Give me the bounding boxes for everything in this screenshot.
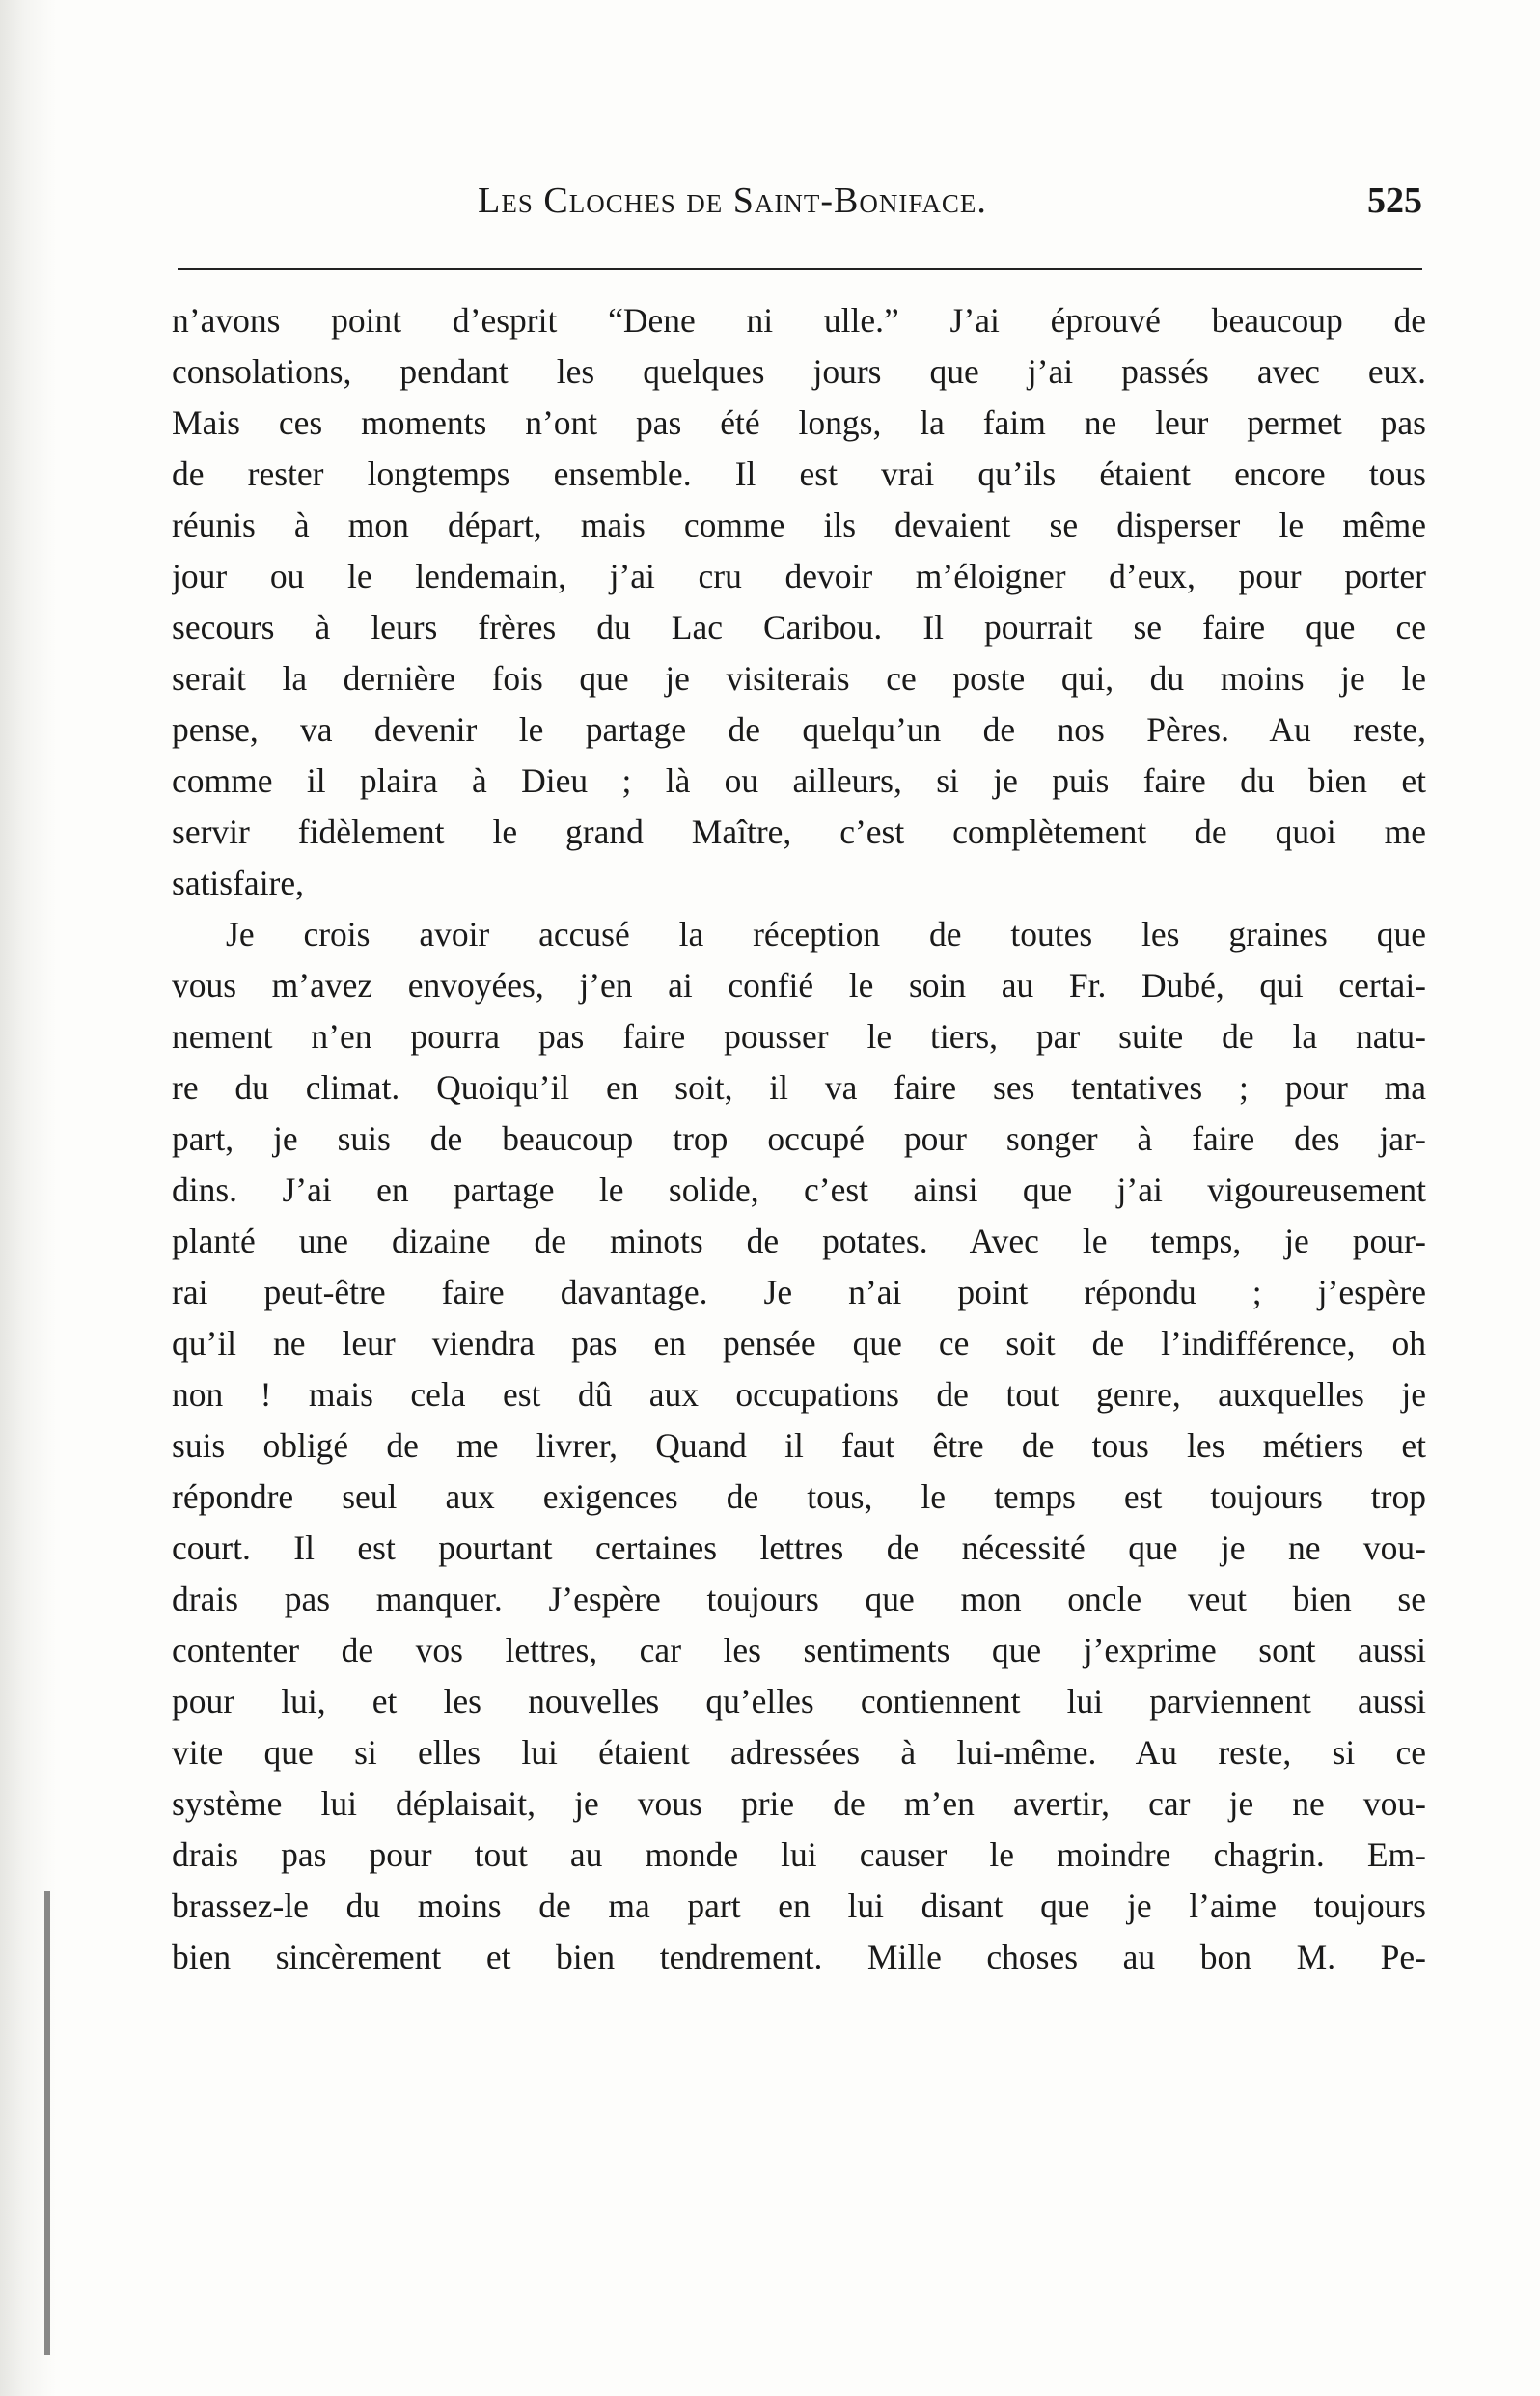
running-head: Les Cloches de Saint-Boniface. bbox=[478, 180, 987, 221]
text-line: vous m’avez envoyées, j’en ai confié le soin au Fr. Dubé, qui certai- bbox=[172, 966, 1426, 1005]
text-line: dins. J’ai en partage le solide, c’est ainsi que j’ai vigoureusement bbox=[172, 1170, 1426, 1209]
text-line: part, je suis de beaucoup trop occupé pour songer à faire des jar- bbox=[172, 1119, 1426, 1158]
text-line: suis obligé de me livrer, Quand il faut être de tous les métiers et bbox=[172, 1426, 1426, 1465]
text-line: contenter de vos lettres, car les sentiments que j’exprime sont aussi bbox=[172, 1631, 1426, 1669]
text-line: réunis à mon départ, mais comme ils devaient se disperser le même bbox=[172, 506, 1426, 544]
text-line: pour lui, et les nouvelles qu’elles contiennent lui parviennent aussi bbox=[172, 1682, 1426, 1721]
text-line: de rester longtemps ensemble. Il est vrai qu’ils étaient encore tous bbox=[172, 454, 1426, 493]
text-line: re du climat. Quoiqu’il en soit, il va faire ses tentatives ; pour ma bbox=[172, 1068, 1426, 1107]
text-line: drais pas manquer. J’espère toujours que mon oncle veut bien se bbox=[172, 1580, 1426, 1618]
text-line: satisfaire, bbox=[172, 864, 305, 902]
page-number: 525 bbox=[1367, 180, 1422, 221]
text-line: consolations, pendant les quelques jours que j’ai passés avec eux. bbox=[172, 352, 1426, 391]
text-line: rai peut-être faire davantage. Je n’ai point répondu ; j’espère bbox=[172, 1273, 1426, 1311]
text-line: planté une dizaine de minots de potates. Avec le temps, je pour- bbox=[172, 1222, 1426, 1260]
text-line: nement n’en pourra pas faire pousser le tiers, par suite de la natu- bbox=[172, 1017, 1426, 1056]
text-line: non ! mais cela est dû aux occupations de tout genre, auxquelles je bbox=[172, 1375, 1426, 1414]
text-line: drais pas pour tout au monde lui causer le moindre chagrin. Em- bbox=[172, 1835, 1426, 1874]
text-line: bien sincèrement et bien tendrement. Mille choses au bon M. Pe- bbox=[172, 1938, 1426, 1976]
text-line: n’avons point d’esprit “Dene ni ulle.” J’ai éprouvé beaucoup de bbox=[172, 301, 1426, 340]
text-line: brassez-le du moins de ma part en lui disant que je l’aime toujours bbox=[172, 1887, 1426, 1925]
text-line: comme il plaira à Dieu ; là ou ailleurs, si je puis faire du bien et bbox=[172, 761, 1426, 800]
text-line: serait la dernière fois que je visiterais ce poste qui, du moins je le bbox=[172, 659, 1426, 698]
text-line: jour ou le lendemain, j’ai cru devoir m’éloigner d’eux, pour porter bbox=[172, 557, 1426, 595]
text-line: Je crois avoir accusé la réception de toutes les graines que bbox=[226, 915, 1426, 953]
text-line: Mais ces moments n’ont pas été longs, la faim ne leur permet pas bbox=[172, 403, 1426, 442]
text-line: système lui déplaisait, je vous prie de m’en avertir, car je ne vou- bbox=[172, 1784, 1426, 1823]
text-line: court. Il est pourtant certaines lettres de nécessité que je ne vou- bbox=[172, 1528, 1426, 1567]
page-header bbox=[178, 179, 1422, 237]
text-line: pense, va devenir le partage de quelqu’un de nos Pères. Au reste, bbox=[172, 710, 1426, 749]
body-text bbox=[172, 295, 1426, 1983]
text-line: secours à leurs frères du Lac Caribou. Il pourrait se faire que ce bbox=[172, 608, 1426, 647]
page-edge-shadow bbox=[0, 0, 56, 2396]
text-line: servir fidèlement le grand Maître, c’est complètement de quoi me bbox=[172, 812, 1426, 851]
text-line: qu’il ne leur viendra pas en pensée que ce soit de l’indifférence, oh bbox=[172, 1324, 1426, 1363]
text-line: vite que si elles lui étaient adressées à lui-même. Au reste, si ce bbox=[172, 1733, 1426, 1772]
text-line: répondre seul aux exigences de tous, le temps est toujours trop bbox=[172, 1477, 1426, 1516]
header-rule bbox=[178, 268, 1422, 270]
